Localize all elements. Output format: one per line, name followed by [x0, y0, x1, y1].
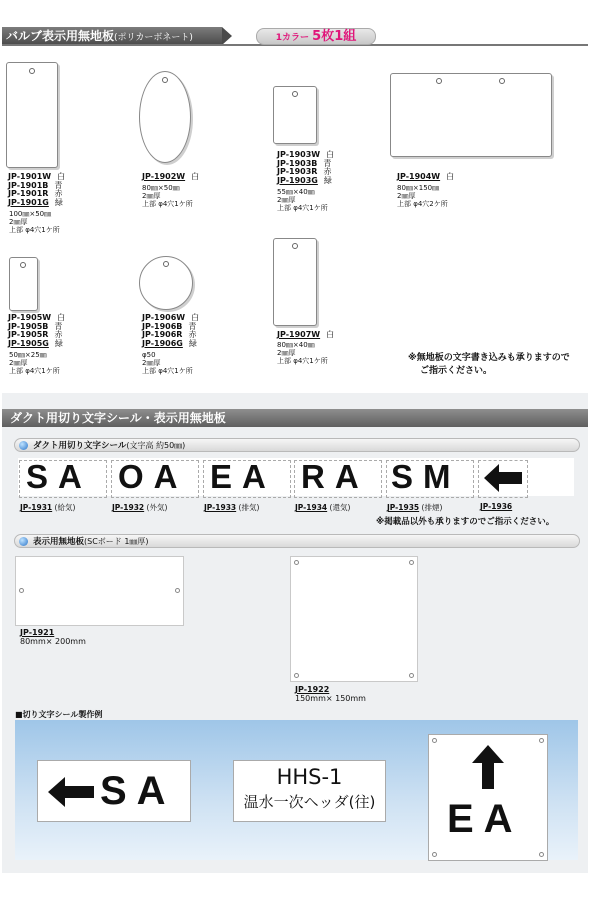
mount-hole-icon [436, 78, 442, 84]
color: 白 [191, 313, 200, 322]
example-hhs-line2: 温水一次ヘッダ(往) [243, 793, 376, 811]
codes-jp1905 [8, 314, 65, 348]
thickness: 2㎜厚 [142, 192, 161, 200]
screw-hole-icon [539, 852, 544, 857]
size: 80㎜×40㎜ [277, 341, 315, 349]
arrow-left-icon [484, 464, 522, 492]
plate-jp1903 [273, 86, 317, 144]
badge-prefix: 1カラー [275, 33, 310, 43]
code: JP-1922 [295, 685, 330, 694]
plate-jp1904 [390, 73, 552, 157]
code: JP-1903B [277, 158, 318, 168]
color: 緑 [188, 338, 197, 348]
hole-spec: 上部 φ4穴1ケ所 [277, 357, 328, 365]
code: JP-1906G [142, 338, 183, 348]
sticker-code-oa [112, 502, 167, 513]
info-jp1906 [142, 351, 193, 375]
label: (排煙) [421, 503, 443, 512]
code: JP-1935 [387, 503, 420, 512]
size: 100㎜×50㎜ [9, 210, 52, 218]
sticker-text-sm: SM [391, 458, 461, 495]
plate-jp1907 [273, 238, 317, 326]
codes-jp1907 [277, 331, 334, 340]
thickness: 2㎜厚 [9, 218, 28, 226]
screw-hole-icon [19, 588, 24, 593]
code: JP-1903R [277, 167, 318, 176]
example-title: ■切り文字シール製作例 [15, 710, 103, 719]
size: 80mm× 200mm [20, 637, 86, 646]
example-ea-sign [428, 734, 548, 861]
example-ea-text: EA [447, 797, 523, 841]
thickness: 2㎜厚 [9, 359, 28, 367]
codes-jp1901 [8, 173, 65, 207]
sticker-text-ra: RA [301, 458, 369, 495]
sticker-code-sa [20, 502, 75, 513]
code: JP-1907W [277, 330, 321, 339]
label: (還気) [329, 503, 351, 512]
code: JP-1931 [20, 503, 53, 512]
custom-order-note: ※掲載品以外も承りますのでご指示ください。 [376, 517, 555, 527]
color: 青 [54, 321, 63, 331]
code: JP-1902W [142, 172, 186, 181]
label: (給気) [54, 503, 76, 512]
mount-hole-icon [163, 261, 169, 267]
hole-spec: 上部 φ4穴1ケ所 [142, 367, 193, 375]
hole-spec: 上部 φ4穴1ケ所 [9, 367, 60, 375]
arrow-up-icon [472, 745, 504, 789]
subheader-sub: (文字高 約50㎜) [126, 441, 186, 450]
thickness: 2㎜厚 [397, 192, 416, 200]
codes-jp1906 [142, 314, 199, 348]
mount-hole-icon [20, 262, 26, 268]
screw-hole-icon [294, 560, 299, 565]
color: 赤 [323, 167, 332, 176]
code: JP-1901B [8, 180, 49, 190]
code: JP-1901R [8, 189, 49, 198]
badge-main: 5枚1組 [312, 29, 357, 44]
section1-subtitle: (ポリカーボネート) [114, 33, 193, 43]
color: 白 [57, 313, 66, 322]
label: (外気) [146, 503, 168, 512]
code: JP-1934 [295, 503, 328, 512]
code: JP-1905B [8, 321, 49, 331]
code: JP-1903W [277, 150, 321, 159]
color: 青 [323, 158, 332, 168]
codes-jp1904 [397, 173, 454, 182]
board-jp1922 [290, 556, 418, 682]
size: 150mm× 150mm [295, 694, 366, 703]
example-sa-sign [37, 760, 191, 822]
arrow-left-icon [48, 777, 94, 807]
size: 80㎜×50㎜ [142, 184, 180, 192]
color: 白 [326, 330, 335, 339]
size: 80㎜×150㎜ [397, 184, 440, 192]
code: JP-1903G [277, 175, 318, 185]
info-jp1904 [397, 184, 448, 208]
plate-jp1902 [139, 71, 191, 163]
info-jp1905 [9, 351, 60, 375]
board-label-jp1922 [295, 685, 366, 703]
size: 50㎜×25㎜ [9, 351, 47, 359]
color: 白 [57, 172, 66, 181]
info-jp1902 [142, 184, 193, 208]
sticker-text-sa: SA [26, 458, 92, 495]
color: 緑 [54, 338, 63, 348]
code: JP-1906R [142, 330, 183, 339]
example-hhs-line1: HHS-1 [276, 765, 343, 789]
note-line: ※無地板の文字書き込みも承りますので [408, 353, 570, 363]
sticker-code-ea [204, 502, 259, 513]
info-jp1907 [277, 341, 328, 365]
code: JP-1933 [204, 503, 237, 512]
color: 白 [191, 172, 200, 181]
hole-spec: 上部 φ4穴1ケ所 [142, 200, 193, 208]
board-jp1921 [15, 556, 184, 626]
color: 緑 [323, 175, 332, 185]
board-label-jp1921 [20, 628, 86, 646]
color: 緑 [54, 197, 63, 207]
color-set-badge [256, 28, 376, 45]
code: JP-1905R [8, 330, 49, 339]
mount-hole-icon [29, 68, 35, 74]
example-hhs-sign [233, 760, 386, 822]
color: 白 [446, 172, 455, 181]
sticker-text-ea: EA [210, 458, 276, 495]
section1-title: バルブ表示用無地板 [6, 29, 115, 43]
color: 青 [188, 321, 197, 331]
code: JP-1905W [8, 313, 52, 322]
subheader-sub: (SCボード 1㎜厚) [84, 537, 149, 546]
plate-jp1906 [139, 256, 193, 310]
mount-hole-icon [292, 243, 298, 249]
bullet-icon [19, 537, 28, 546]
hole-spec: 上部 φ4穴1ケ所 [277, 204, 328, 212]
size: φ50 [142, 351, 156, 359]
label: (排気) [238, 503, 260, 512]
custom-writing-note [408, 352, 570, 378]
color: 赤 [54, 189, 63, 198]
screw-hole-icon [409, 560, 414, 565]
thickness: 2㎜厚 [142, 359, 161, 367]
header-arrow-tail [222, 27, 232, 45]
code: JP-1906B [142, 321, 183, 331]
thickness: 2㎜厚 [277, 349, 296, 357]
size: 55㎜×40㎜ [277, 188, 315, 196]
bullet-icon [19, 441, 28, 450]
screw-hole-icon [432, 738, 437, 743]
screw-hole-icon [539, 738, 544, 743]
code: JP-1905G [8, 338, 49, 348]
code: JP-1904W [397, 172, 441, 181]
note-line: ご指示ください。 [420, 366, 493, 376]
sticker-text-oa: OA [118, 458, 188, 495]
codes-jp1902 [142, 173, 199, 182]
color: 青 [54, 180, 63, 190]
code: JP-1901W [8, 172, 52, 181]
example-sa-text: SA [100, 769, 176, 813]
code: JP-1906W [142, 313, 186, 322]
info-jp1903 [277, 188, 328, 212]
code: JP-1921 [20, 628, 55, 637]
section1-header [2, 27, 222, 45]
thickness: 2㎜厚 [277, 196, 296, 204]
subheader-blank-boards [14, 534, 580, 548]
screw-hole-icon [294, 673, 299, 678]
color: 白 [326, 150, 335, 159]
code: JP-1901G [8, 197, 49, 207]
info-jp1901 [9, 210, 60, 234]
subheader-title: 表示用無地板 [33, 537, 85, 547]
mount-hole-icon [499, 78, 505, 84]
code: JP-1932 [112, 503, 145, 512]
plate-jp1901 [6, 62, 58, 168]
code: JP-1936 [480, 502, 513, 511]
sticker-code-arrow [480, 502, 512, 511]
color: 赤 [188, 330, 197, 339]
subheader-title: ダクト用切り文字シール [33, 441, 127, 451]
sticker-code-ra [295, 502, 350, 513]
plate-jp1905 [9, 257, 38, 311]
screw-hole-icon [175, 588, 180, 593]
section2-header: ダクト用切り文字シール・表示用無地板 [2, 409, 588, 427]
color: 赤 [54, 330, 63, 339]
mount-hole-icon [162, 77, 168, 83]
hole-spec: 上部 φ4穴2ケ所 [397, 200, 448, 208]
subheader-letter-stickers [14, 438, 580, 452]
screw-hole-icon [432, 852, 437, 857]
sticker-code-sm [387, 502, 442, 513]
mount-hole-icon [292, 91, 298, 97]
screw-hole-icon [409, 673, 414, 678]
codes-jp1903 [277, 151, 334, 185]
hole-spec: 上部 φ4穴1ケ所 [9, 226, 60, 234]
